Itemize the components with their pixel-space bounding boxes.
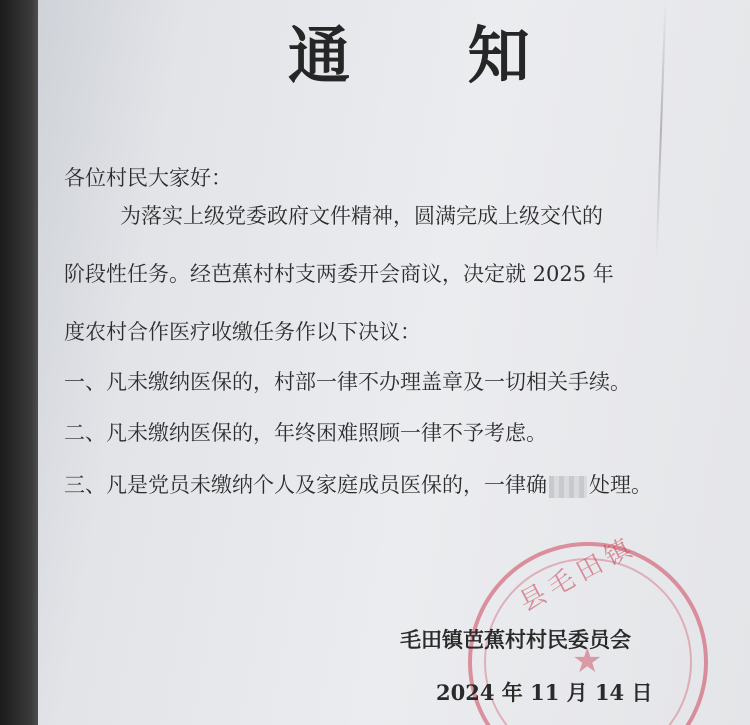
item3-after: 处理。: [589, 473, 652, 497]
resolution-item-3: [64, 469, 652, 499]
signature-org: 毛田镇芭蕉村村民委员会: [400, 627, 631, 652]
seal-text: 县毛田镇: [514, 531, 642, 618]
notice-title: 通 知: [288, 19, 578, 92]
item3-before: 三、凡是党员未缴纳个人及家庭成员医保的，一律: [64, 473, 526, 497]
paper-crease: [655, 0, 666, 260]
resolution-item-2: 二、凡未缴纳医保的，年终困难照顾一律不予考虑。: [64, 421, 547, 445]
signature-date: [436, 677, 652, 707]
date-month-char: 月: [566, 680, 588, 705]
date-day: 14: [594, 680, 625, 705]
body-line-3: 度农村合作医疗收缴任务作以下决议：: [64, 320, 421, 344]
item3-partial: 确: [526, 473, 547, 497]
redaction-block: [549, 476, 587, 498]
seal-star-icon: ★: [572, 641, 603, 681]
notice-paper: [38, 0, 750, 725]
date-year-char: 年: [501, 680, 523, 705]
date-year: 2024: [436, 680, 495, 705]
greeting: 各位村民大家好：: [64, 166, 232, 190]
date-month: 11: [530, 680, 560, 705]
body-line-2: 阶段性任务。经芭蕉村村支两委开会商议，决定就 2025 年: [64, 262, 614, 286]
date-day-char: 日: [631, 680, 653, 705]
resolution-item-1: 一、凡未缴纳医保的，村部一律不办理盖章及一切相关手续。: [64, 370, 631, 394]
body-line-1: 为落实上级党委政府文件精神，圆满完成上级交代的: [120, 204, 603, 228]
